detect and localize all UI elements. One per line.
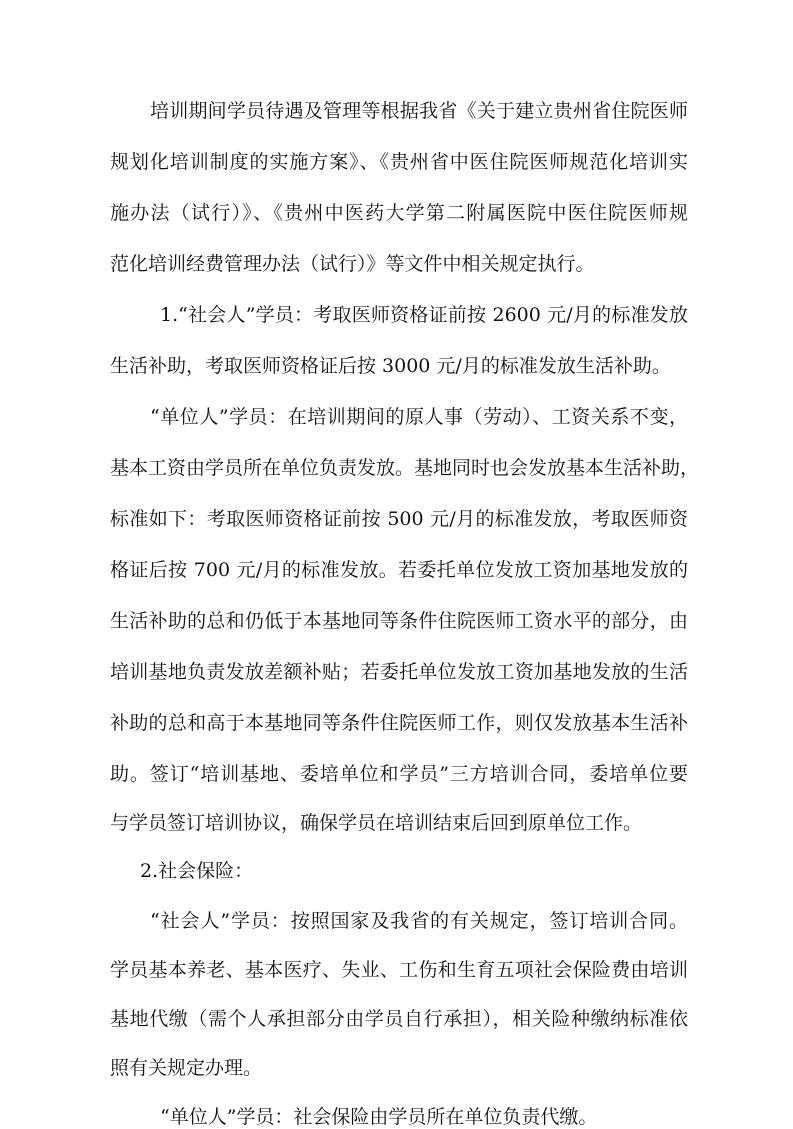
item-1-line-2: 生活补助，考取医师资格证后按 3000 元/月的标准发放生活补助。 — [110, 355, 671, 377]
paragraph-1-line-1: 培训期间学员待遇及管理等根据我省《关于建立贵州省住院医师 — [150, 100, 688, 122]
unit-line-6: 培训基地负责发放差额补贴；若委托单位发放工资加基地发放的生活 — [110, 661, 688, 683]
unit-line-3: 标准如下：考取医师资格证前按 500 元/月的标准发放，考取医师资 — [110, 508, 688, 530]
social-line-4: 照有关规定办理。 — [110, 1057, 263, 1079]
unit-line-7: 补助的总和高于本基地同等条件住院医师工作，则仅发放基本生活补 — [110, 712, 688, 734]
item-1-line-1: 1.“社会人”学员：考取医师资格证前按 2600 元/月的标准发放 — [160, 304, 688, 326]
paragraph-1-line-3: 施办法（试行）》、《贵州中医药大学第二附属医院中医住院医师规 — [110, 202, 688, 224]
unit-line-4: 格证后按 700 元/月的标准发放。若委托单位发放工资加基地发放的 — [110, 559, 688, 581]
unit-line-2: 基本工资由学员所在单位负责发放。基地同时也会发放基本生活补助， — [110, 457, 700, 479]
unit-line-5: 生活补助的总和仍低于本基地同等条件住院医师工资水平的部分，由 — [110, 610, 688, 632]
unit-line-9: 与学员签订培训协议，确保学员在培训结束后回到原单位工作。 — [110, 812, 643, 834]
unit-line-1: “单位人”学员：在培训期间的原人事（劳动）、工资关系不变， — [150, 406, 688, 428]
social-line-1: “社会人”学员：按照国家及我省的有关规定，签订培训合同。 — [150, 910, 688, 932]
unit-line-8: 助。签订“培训基地、委培单位和学员”三方培训合同，委培单位要 — [110, 763, 688, 785]
social-line-2: 学员基本养老、基本医疗、失业、工伤和生育五项社会保险费由培训 — [110, 959, 688, 981]
item-2-heading: 2.社会保险： — [140, 860, 254, 882]
social-line-3: 基地代缴（需个人承担部分由学员自行承担），相关险种缴纳标准依 — [110, 1008, 688, 1030]
unit-social-line-1: “单位人”学员：社会保险由学员所在单位负责代缴。 — [160, 1106, 598, 1128]
paragraph-1-line-4: 范化培训经费管理办法（试行）》等文件中相关规定执行。 — [110, 253, 595, 275]
paragraph-1-line-2: 规划化培训制度的实施方案》、《贵州省中医住院医师规范化培训实 — [110, 151, 688, 173]
